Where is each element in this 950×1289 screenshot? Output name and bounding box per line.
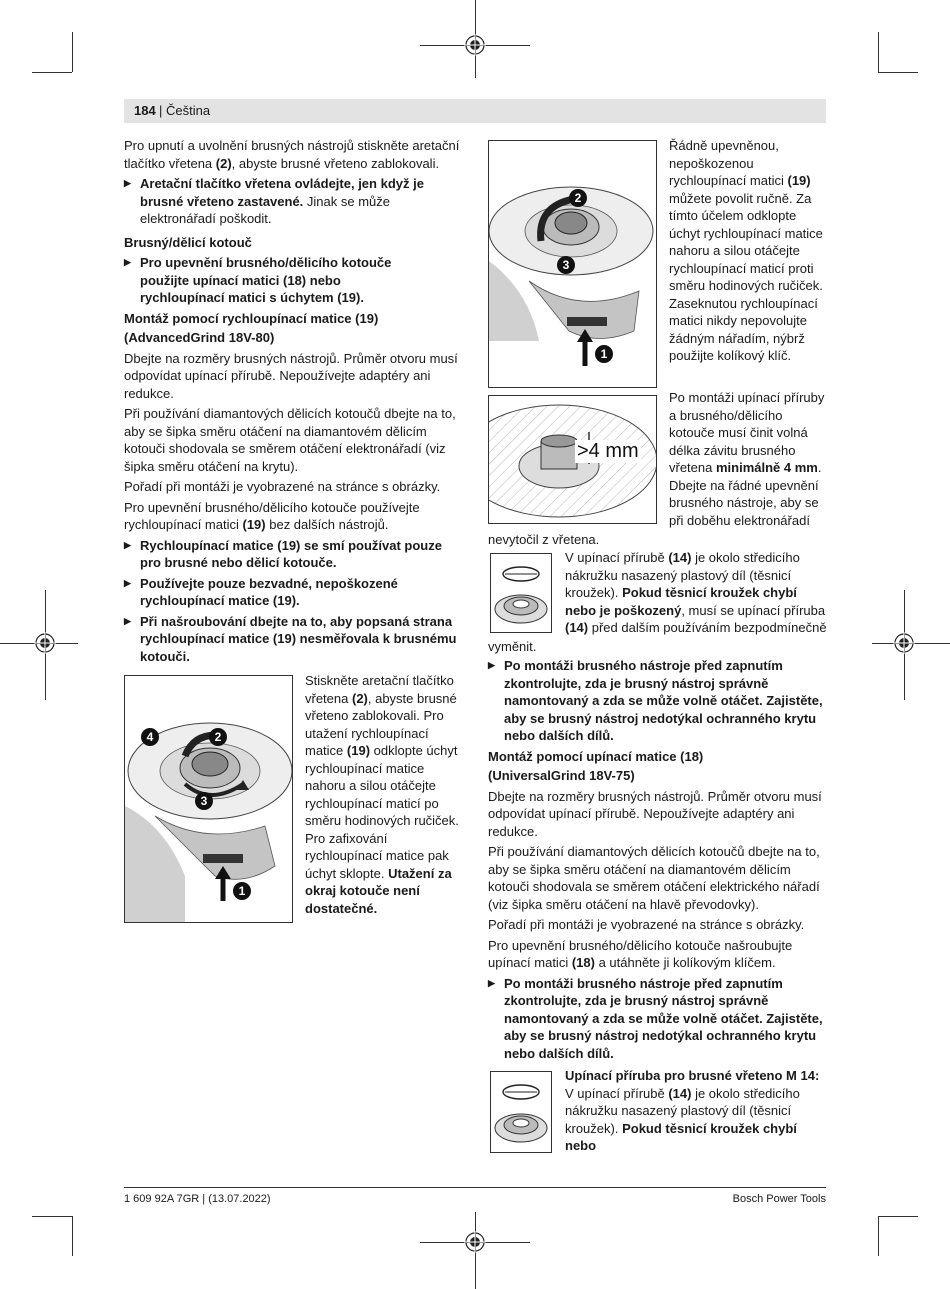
- callout-3-icon: 3: [557, 256, 575, 274]
- figure-caption-continued: vyměnit.: [488, 639, 537, 654]
- header-separator: |: [159, 103, 163, 118]
- bullet-item: ▶ Po montáži brusného nástroje před zapnutím zkontrolujte, zda je brusný nástroj správně namontovaný a zda se může volně otáčet. Zajistěte, aby se brusný nástroj nedotýkal ochranného krytu nebo dalších dílů.: [488, 975, 828, 1063]
- footer-brand: Bosch Power Tools: [732, 1193, 826, 1205]
- callout-4-icon: 4: [141, 728, 159, 746]
- page-number: 184: [134, 103, 156, 118]
- figure-flange: [490, 553, 552, 633]
- callout-3-icon: 3: [195, 792, 213, 810]
- paragraph: Dbejte na rozměry brusných nástrojů. Průměr otvoru musí odpovídat upínací přírubě. Nepoužívejte adaptéry ani redukce.: [124, 350, 458, 401]
- section-heading: Montáž pomocí upínací matice (18): [488, 748, 704, 764]
- figure-caption: Řádně upevněnou, nepoškozenou rychloupínací matici (19) můžete povolit ručně. Za tímto účelem odklopte úchyt rychloupínací matice nahoru a silou otáčejte rychloupínací maticí proti směru hodinových ručiček. Zaseknutou rychloupínací matici nikdy nepovolujte žádným nářadím, nýbrž použijte kolíkový klíč.: [669, 138, 823, 363]
- paragraph: Při používání diamantových dělicích kotoučů dbejte na to, aby se šipka směru otáčení na diamantovém dělicím kotouči shodovala se směrem otáčení elektrického nářadí (viz šipka směru otáčení na hlavě převodovky).: [488, 844, 820, 912]
- right-column: [488, 657, 828, 1065]
- section-heading: Brusný/dělicí kotouč: [124, 234, 252, 250]
- bullet-item: ▶ Aretační tlačítko vřetena ovládejte, jen když je brusné vřeteno zastavené. Jinak se může elektronářadí poškodit.: [124, 175, 466, 228]
- section-heading: (UniversalGrind 18V-75): [488, 768, 635, 783]
- figure-thread-length: [488, 395, 657, 524]
- paragraph: Pro upnutí a uvolnění brusných nástrojů stiskněte aretační tlačítko vřetena (2), abyste brusné vřeteno zablokovali.: [124, 138, 460, 171]
- paragraph: Pro upevnění brusného/dělicího kotouče našroubujte upínací matici (18) a utáhněte ji kolíkovým klíčem.: [488, 937, 793, 970]
- figure-caption: Upínací příruba pro brusné vřeteno M 14: V upínací přírubě (14) je okolo středicího nákružku nasazený plastový díl (těsnicí kroužek). Pokud těsnicí kroužek chybí nebo: [565, 1068, 820, 1153]
- callout-1-icon: 1: [233, 882, 251, 900]
- figure-tighten-nut: [124, 675, 293, 923]
- page-header: [124, 99, 826, 123]
- callout-1-icon: 1: [595, 345, 613, 363]
- figure-loosen-nut: [488, 140, 657, 388]
- flange-icon: [491, 554, 551, 632]
- registration-mark-icon: [893, 632, 915, 654]
- section-heading: Montáž pomocí rychloupínací matice (19): [124, 310, 379, 326]
- registration-mark-icon: [34, 632, 56, 654]
- callout-2-icon: 2: [209, 728, 227, 746]
- header-language: Čeština: [166, 103, 211, 118]
- paragraph: Pořadí při montáži je vyobrazené na stránce s obrázky.: [124, 479, 441, 494]
- bullet-item: ▶ Rychloupínací matice (19) se smí používat pouze pro brusné nebo dělicí kotouče.: [124, 537, 466, 572]
- callout-2-icon: 2: [569, 189, 587, 207]
- paragraph: Při používání diamantových dělicích kotoučů dbejte na to, aby se šipka směru otáčení na diamantovém dělicím kotouči shodovala se směrem otáčení elektronářadí (viz šipka směru otáčení na krytu).: [124, 406, 456, 474]
- bullet-item: ▶ Pro upevnění brusného/dělicího kotouče použijte upínací matici (18) nebo rychloupínací matici s úchytem (19).: [124, 254, 466, 307]
- bullet-item: ▶ Používejte pouze bezvadné, nepoškozené rychloupínací matice (19).: [124, 575, 466, 610]
- figure-flange-m14: [490, 1071, 552, 1153]
- paragraph: Pořadí při montáži je vyobrazené na stránce s obrázky.: [488, 917, 805, 932]
- figure-caption: Stiskněte aretační tlačítko vřetena (2), abyste brusné vřeteno zablokovali. Pro utažení rychloupínací matice (19) odklopte úchyt rychloupínací matice nahoru a silou otáčejte rychloupínací maticí po směru hodinových ručiček. Pro zafixování rychloupínací matice pak úchyt sklopte. Utažení za okraj kotouče není dostatečné.: [305, 673, 459, 916]
- flange-icon: [491, 1072, 551, 1152]
- figure-caption-continued: nevytočil z vřetena.: [488, 532, 600, 547]
- registration-mark-icon: [464, 34, 486, 56]
- figure-caption: V upínací přírubě (14) je okolo středicího nákružku nasazený plastový díl (těsnicí kroužek). Pokud těsnicí kroužek chybí nebo je poškozený, musí se upínací příruba (14) před dalším používáním bezpodmínečně: [565, 550, 827, 635]
- section-heading: (AdvancedGrind 18V-80): [124, 330, 275, 345]
- registration-mark-icon: [464, 1231, 486, 1253]
- left-column: [124, 137, 466, 668]
- footer-document-id: 1 609 92A 7GR | (13.07.2022): [124, 1193, 271, 1205]
- figure-caption: Po montáži upínací příruby a brusného/dělicího kotouče musí činit volná délka závitu brusného vřetena minimálně 4 mm. Dbejte na řádné upevnění brusného nástroje, aby se při doběhu elektronářadí: [669, 390, 825, 528]
- footer-rule: [124, 1187, 826, 1188]
- bullet-item: ▶ Po montáži brusného nástroje před zapnutím zkontrolujte, zda je brusný nástroj správně namontovaný a zda se může volně otáčet. Zajistěte, aby se brusný nástroj nedotýkal ochranného krytu nebo dalších dílů.: [488, 657, 828, 745]
- paragraph: Dbejte na rozměry brusných nástrojů. Průměr otvoru musí odpovídat upínací přírubě. Nepoužívejte adaptéry ani redukce.: [488, 788, 822, 839]
- paragraph: Pro upevnění brusného/dělicího kotouče používejte rychloupínací matici (19) bez dalších nástrojů.: [124, 499, 420, 532]
- bullet-item: ▶ Při našroubování dbejte na to, aby popsaná strana rychloupínací matice (19) nesměřovala k brusnému kotouči.: [124, 613, 466, 666]
- dimension-label: >4 mm: [577, 440, 639, 462]
